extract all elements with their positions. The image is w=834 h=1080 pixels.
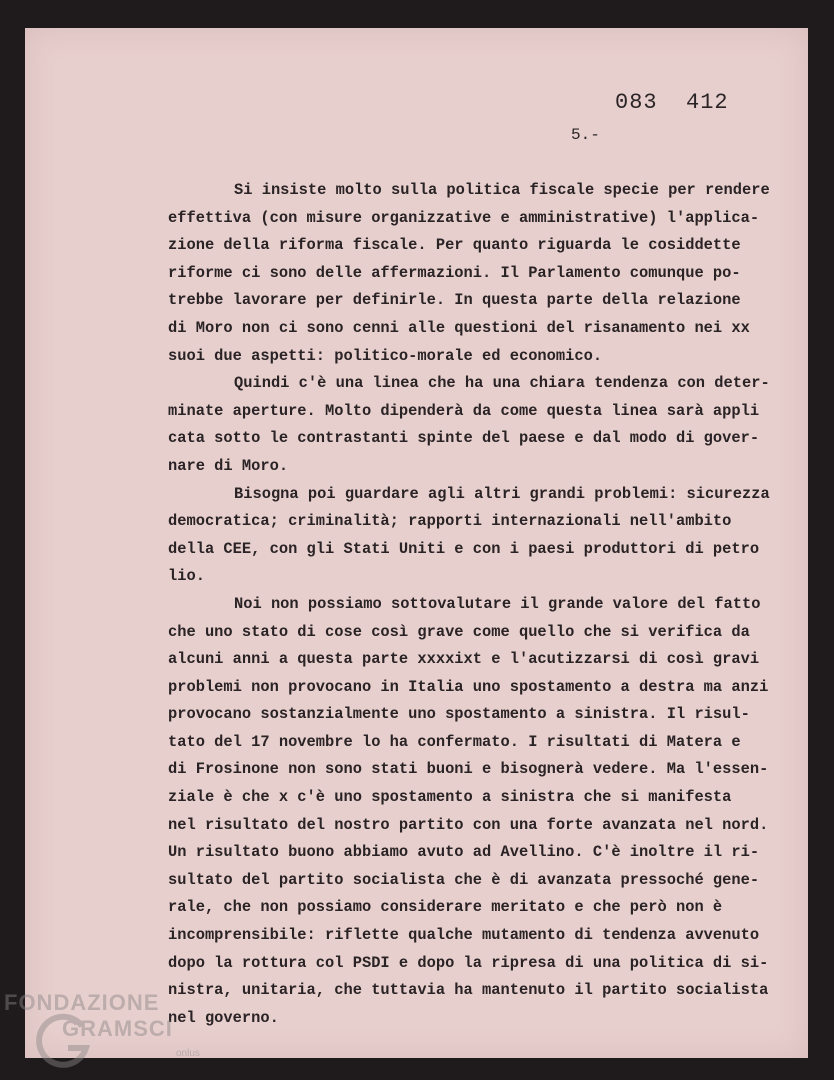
document-page [25, 28, 808, 1058]
text-line: Si insiste molto sulla politica fiscale specie per rendere [234, 181, 770, 199]
text-line: di Moro non ci sono cenni alle questioni del risanamento nei xx [168, 318, 750, 337]
text-line: riforme ci sono delle affermazioni. Il Parlamento comunque po- [168, 263, 741, 282]
watermark-line-3: onlus [176, 1048, 200, 1059]
text-line: rale, che non possiamo considerare meritato e che però non è [168, 898, 723, 917]
text-line: trebbe lavorare per definirle. In questa parte della relazione [168, 291, 741, 310]
typewritten-text [168, 177, 808, 1032]
text-line: problemi non provocano in Italia uno spostamento a destra ma anzi [168, 677, 769, 696]
text-line: nel risultato del nostro partito con una forte avanzata nel nord. [168, 815, 769, 834]
text-line: cata sotto le contrastanti spinte del paese e dal modo di gover- [168, 429, 760, 448]
text-line: incomprensibile: riflette qualche mutamento di tendenza avvenuto [168, 926, 760, 945]
text-line: suoi due aspetti: politico-morale ed economico. [168, 346, 603, 365]
archive-number: 083 412 [615, 90, 729, 115]
text-line: lio. [168, 567, 205, 586]
text-line: nare di Moro. [168, 456, 289, 475]
fondazione-gramsci-watermark [4, 990, 224, 1070]
text-line: zione della riforma fiscale. Per quanto riguarda le cosiddette [168, 236, 741, 255]
text-line: Noi non possiamo sottovalutare il grande valore del fatto [234, 594, 761, 613]
text-line: di Frosinone non sono stati buoni e bisognerà vedere. Ma l'essen- [168, 760, 769, 779]
text-line: nel governo. [168, 1008, 279, 1027]
text-line: alcuni anni a questa parte xxxxixt e l'acutizzarsi di così gravi [168, 650, 760, 669]
watermark-line-1: FONDAZIONE [4, 990, 160, 1015]
page-number: 5.- [571, 126, 600, 144]
text-line: sultato del partito socialista che è di avanzata pressoché gene- [168, 870, 760, 889]
text-line: della CEE, con gli Stati Uniti e con i paesi produttori di petro [168, 539, 760, 558]
text-line: dopo la rottura col PSDI e dopo la ripresa di una politica di si- [168, 953, 769, 972]
text-line: Quindi c'è una linea che ha una chiara tendenza con deter- [234, 374, 770, 393]
text-line: tato del 17 novembre lo ha confermato. I risultati di Matera e [168, 732, 741, 751]
text-line: democratica; criminalità; rapporti internazionali nell'ambito [168, 512, 732, 531]
text-line: Un risultato buono abbiamo avuto ad Avellino. C'è inoltre il ri- [168, 843, 760, 862]
text-line: minate aperture. Molto dipenderà da come questa linea sarà appli [168, 401, 760, 420]
text-line: effettiva (con misure organizzative e amministrative) l'applica- [168, 208, 760, 227]
watermark-line-2: GRAMSCI [62, 1016, 173, 1041]
text-line: nistra, unitaria, che tuttavia ha mantenuto il partito socialista [168, 981, 769, 1000]
text-line: che uno stato di cose così grave come quello che si verifica da [168, 622, 750, 641]
text-line: ziale è che x c'è uno spostamento a sinistra che si manifesta [168, 788, 732, 807]
text-line: Bisogna poi guardare agli altri grandi problemi: sicurezza [234, 484, 770, 503]
text-line: provocano sostanzialmente uno spostamento a sinistra. Il risul- [168, 705, 750, 724]
